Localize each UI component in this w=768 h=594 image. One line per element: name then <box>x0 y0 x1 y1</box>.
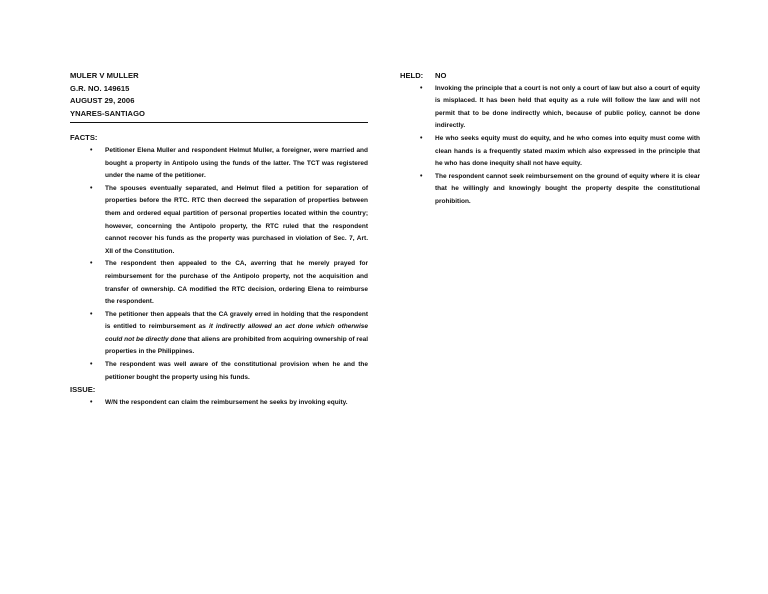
facts-item-text: The respondent was well aware of the constitutional provision when he and the petitioner bought the property using his funds. <box>105 361 368 381</box>
header-divider <box>70 122 368 123</box>
bullet-icon: • <box>90 260 93 268</box>
facts-item <box>70 183 368 259</box>
issue-item <box>70 397 368 410</box>
issue-item-text: W/N the respondent can claim the reimbursement he seeks by invoking equity. <box>105 398 348 406</box>
bullet-icon: • <box>90 361 93 369</box>
bullet-icon: • <box>420 172 423 180</box>
gr-number: G.R. NO. 149615 <box>70 83 130 93</box>
held-item <box>400 83 700 133</box>
facts-heading: FACTS: <box>70 133 98 143</box>
held-item-text: The respondent cannot seek reimbursement on the ground of equity where it is clear that he willingly and knowingly bought the property despite the constitutional prohibition. <box>435 172 700 205</box>
ponente: YNARES-SANTIAGO <box>70 108 146 118</box>
bullet-icon: • <box>420 134 423 142</box>
held-item-text: Invoking the principle that a court is not only a court of law but also a court of equity is misplaced. It has been held that equity as a rule will follow the law and will not permit that to be done indirectly which, because of public policy, cannot be done indirectly. <box>435 84 700 130</box>
facts-item <box>70 145 368 183</box>
facts-item <box>70 309 368 359</box>
facts-item-text-after: that aliens are prohibited from acquiring ownership of real properties in the Philippines. <box>105 335 368 356</box>
bullet-icon: • <box>90 146 93 154</box>
facts-item-text-before: The petitioner then appeals that the CA gravely erred in holding that the respondent is entitled to reimbursement as <box>105 310 368 331</box>
held-item <box>400 133 700 171</box>
facts-item-text: The spouses eventually separated, and Helmut filed a petition for separation of properties before the RTC. RTC then decreed the separation of properties between them and ordered equal partition of personal properties located within the country; however, concerning the Antipolo property, the RTC ruled that the respondent cannot recover his funds as the property was purchased in violation of Sec. 7, Art. XII of the Constitution. <box>105 184 368 255</box>
held-item <box>400 171 700 209</box>
held-header <box>400 70 700 83</box>
facts-list <box>70 145 368 384</box>
held-ruling: NO <box>435 71 447 80</box>
facts-item <box>70 359 368 384</box>
issue-list <box>70 397 368 410</box>
right-column <box>400 70 700 209</box>
facts-item-text: Petitioner Elena Muller and respondent Helmut Muller, a foreigner, were married and bought a property in Antipolo using the funds of the latter. The TCT was registered under the name of the petitioner. <box>105 146 368 180</box>
facts-item-text: The respondent then appealed to the CA, averring that he merely prayed for reimbursement for the purchase of the Antipolo property, not the acquisition and transfer of ownership. CA modified the RTC decision, ordering Elena to reimburse the respondent. <box>105 260 368 306</box>
case-header <box>70 70 368 120</box>
bullet-icon: • <box>90 310 93 318</box>
bullet-icon: • <box>90 398 93 406</box>
decision-date: AUGUST 29, 2006 <box>70 96 135 106</box>
held-list <box>400 83 700 209</box>
case-title: MULER V MULLER <box>70 71 139 80</box>
facts-item-text-italic: it indirectly allowed an act done which otherwise could not be directly done <box>105 323 369 343</box>
held-heading: HELD: <box>400 71 424 80</box>
bullet-icon: • <box>420 84 423 92</box>
bullet-icon: • <box>90 184 93 192</box>
issue-heading: ISSUE: <box>70 385 96 395</box>
held-item-text: He who seeks equity must do equity, and he who comes into equity must come with clean hands is a frequently stated maxim which also expressed in the principle that he who has done inequity shall not have equity. <box>435 134 700 168</box>
left-column <box>70 70 368 409</box>
facts-item <box>70 258 368 308</box>
